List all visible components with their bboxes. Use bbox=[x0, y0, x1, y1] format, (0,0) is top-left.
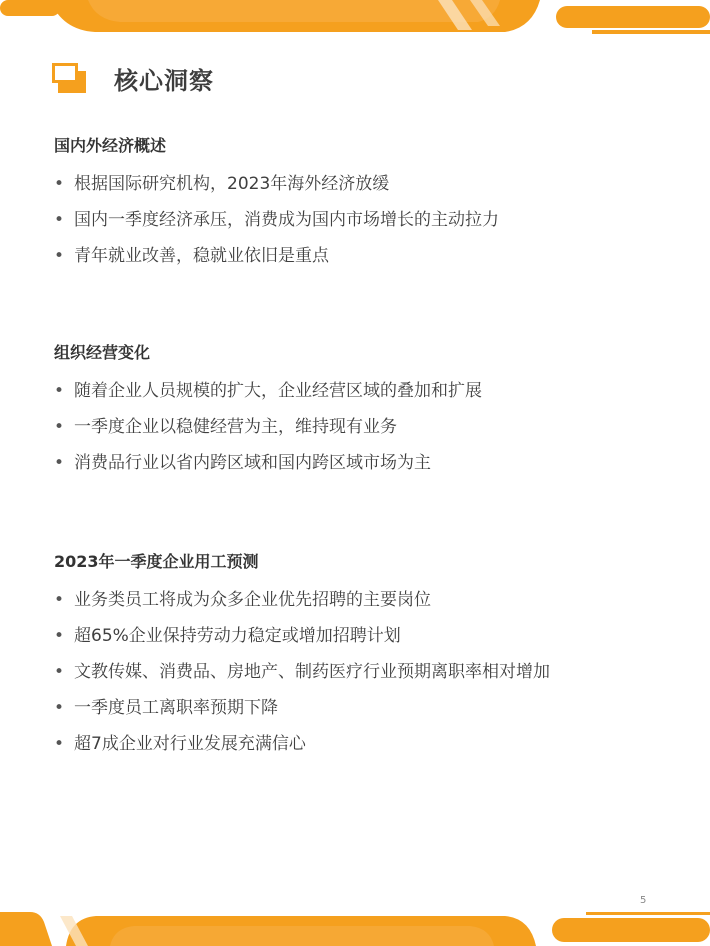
bullet-icon: • bbox=[54, 626, 65, 646]
bullet-icon: • bbox=[54, 453, 65, 473]
list-item bbox=[54, 238, 694, 274]
section-heading: 国内外经济概述 bbox=[54, 136, 167, 155]
bullet-text: 消费品行业以省内跨区域和国内跨区域市场为主 bbox=[74, 453, 431, 473]
top-decorative-band bbox=[0, 0, 710, 40]
list-item bbox=[54, 618, 694, 654]
bullet-text: 一季度企业以稳健经营为主，维持现有业务 bbox=[74, 417, 397, 437]
list-item bbox=[54, 654, 694, 690]
page-title: 核心洞察 bbox=[114, 66, 214, 95]
bullet-text: 国内一季度经济承压，消费成为国内市场增长的主动拉力 bbox=[74, 210, 499, 230]
page-number: 5 bbox=[640, 895, 647, 906]
section-organization-changes bbox=[54, 341, 694, 481]
bullet-text: 超7成企业对行业发展充满信心 bbox=[74, 734, 306, 754]
bullet-icon: • bbox=[54, 174, 65, 194]
bullet-icon: • bbox=[54, 698, 65, 718]
bullet-text: 超65%企业保持劳动力稳定或增加招聘计划 bbox=[74, 626, 401, 646]
list-item bbox=[54, 409, 694, 445]
bullet-text: 一季度员工离职率预期下降 bbox=[74, 698, 278, 718]
bullet-list bbox=[54, 582, 694, 762]
bullet-text: 业务类员工将成为众多企业优先招聘的主要岗位 bbox=[74, 590, 431, 610]
stacked-squares-icon bbox=[52, 63, 88, 93]
list-item bbox=[54, 690, 694, 726]
section-economy-overview bbox=[54, 134, 694, 274]
bullet-icon: • bbox=[54, 381, 65, 401]
bullet-icon: • bbox=[54, 734, 65, 754]
list-item bbox=[54, 202, 694, 238]
section-employment-forecast bbox=[54, 550, 694, 762]
list-item bbox=[54, 166, 694, 202]
bullet-icon: • bbox=[54, 246, 65, 266]
bullet-text: 文教传媒、消费品、房地产、制药医疗行业预期离职率相对增加 bbox=[74, 662, 550, 682]
section-heading: 2023年一季度企业用工预测 bbox=[54, 552, 259, 571]
bottom-decorative-band bbox=[0, 906, 710, 946]
list-item bbox=[54, 726, 694, 762]
section-heading: 组织经营变化 bbox=[54, 343, 151, 362]
page-title-row bbox=[52, 58, 214, 98]
bullet-list bbox=[54, 373, 694, 481]
bullet-list bbox=[54, 166, 694, 274]
bullet-text: 根据国际研究机构，2023年海外经济放缓 bbox=[74, 174, 390, 194]
bullet-text: 随着企业人员规模的扩大，企业经营区域的叠加和扩展 bbox=[74, 381, 482, 401]
bullet-text: 青年就业改善，稳就业依旧是重点 bbox=[74, 246, 329, 266]
bullet-icon: • bbox=[54, 590, 65, 610]
list-item bbox=[54, 445, 694, 481]
list-item bbox=[54, 582, 694, 618]
bullet-icon: • bbox=[54, 417, 65, 437]
bullet-icon: • bbox=[54, 210, 65, 230]
list-item bbox=[54, 373, 694, 409]
bullet-icon: • bbox=[54, 662, 65, 682]
